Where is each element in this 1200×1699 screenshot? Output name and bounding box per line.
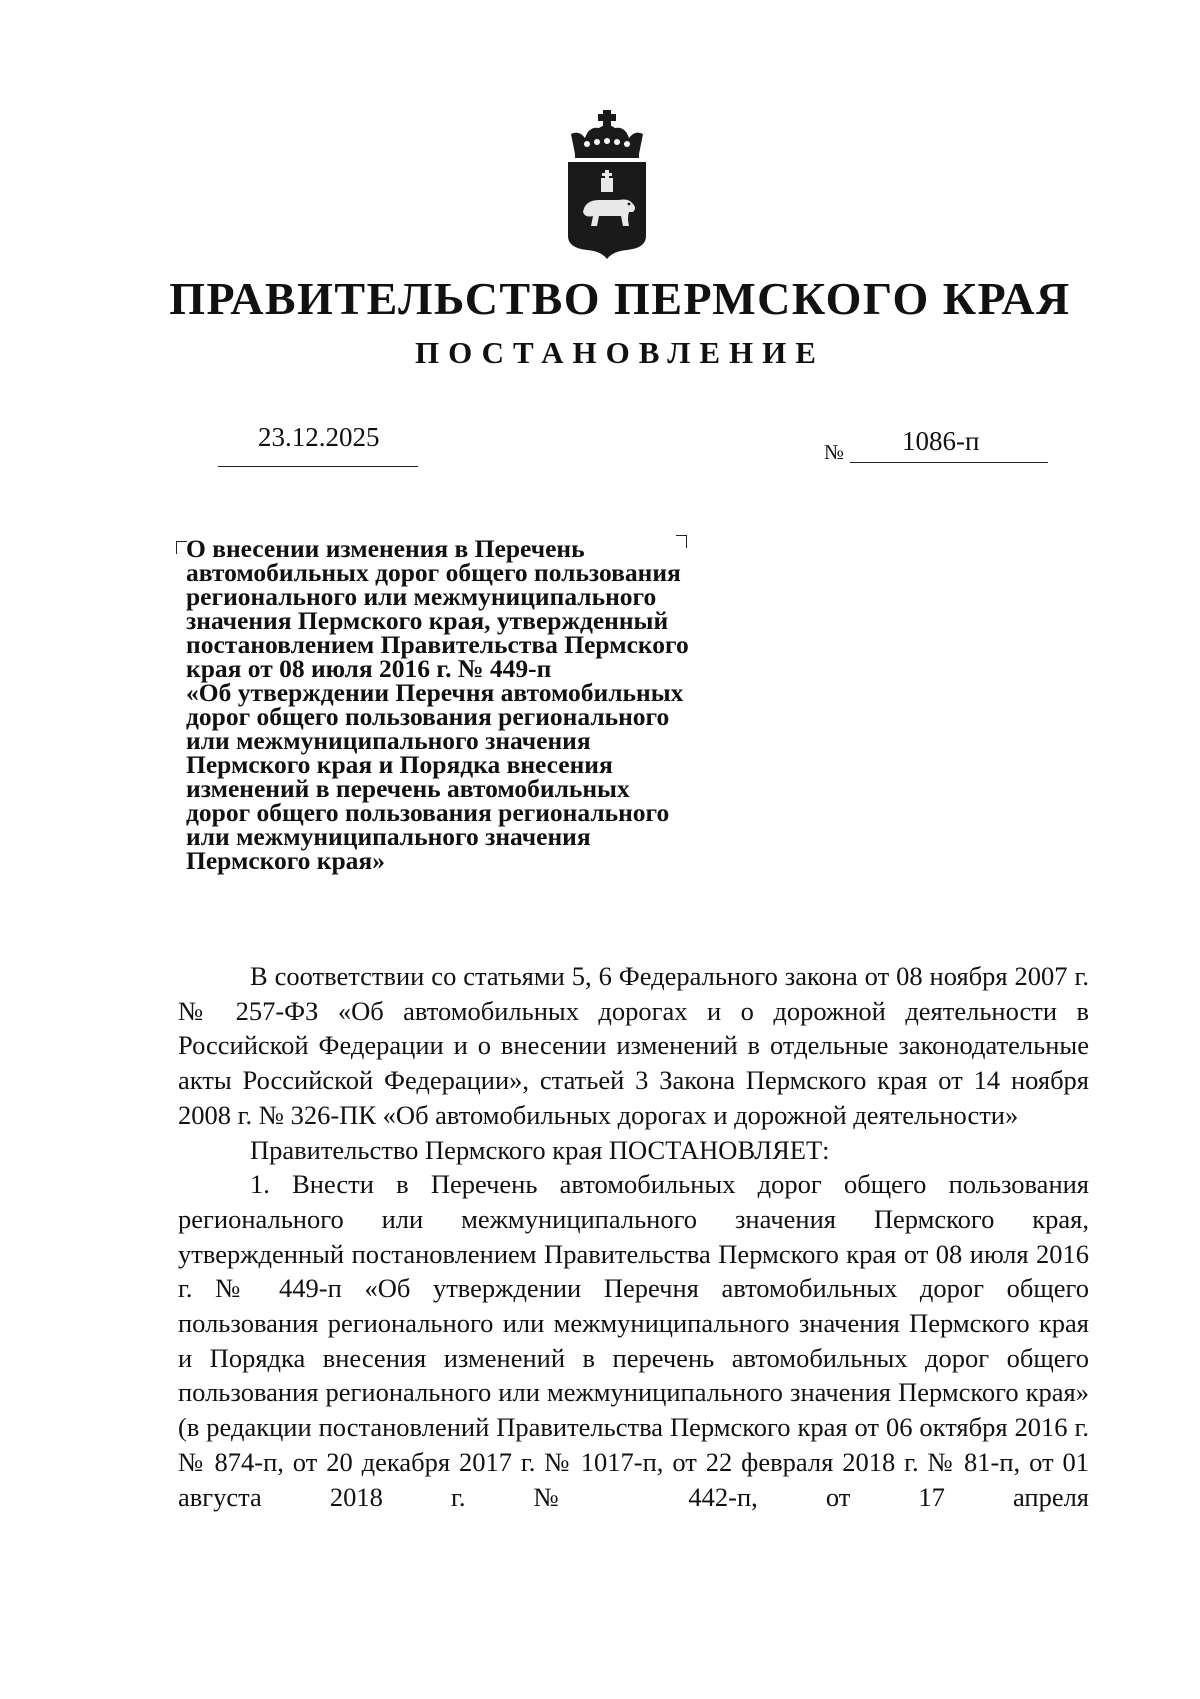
heading-line: или межмуниципального значения bbox=[186, 726, 591, 755]
heading-line: или межмуниципального значения bbox=[186, 822, 591, 851]
heading-line: значения Пермского края, утвержденный bbox=[186, 606, 669, 635]
registration-date: 23.12.2025 bbox=[258, 422, 380, 452]
number-sign: № bbox=[824, 440, 845, 464]
item-1-paragraph: 1. Внести в Перечень автомобильных дорог общего пользования регионального или межмуниципального значения Пермского края, утвержденный постановлением Правительства Пермского края от 08 июля 2016 г. № 449-п «Об утверждении Перечня автомобильных дорог общего пользования регионального или межмуниципального значения Пермского края и Порядка внесения изменений в перечень автомобильных дорог общего пользования регионального или межмуниципального значения Пермского края» (в редакции постановлений Правительства Пермского края от 06 октября 2016 г. № 874-п, от 20 декабря 2017 г. № 1017-п, от 22 февраля 2018 г. № 81-п, от 01 августа 2018 г. № 442-п, от 17 апреля bbox=[178, 1169, 1089, 1512]
heading-line: автомобильных дорог общего пользования bbox=[186, 558, 681, 587]
heading-line: Пермского края» bbox=[186, 846, 385, 875]
preamble-paragraph: В соответствии со статьями 5, 6 Федерального закона от 08 ноября 2007 г. № 257-ФЗ «Об автомобильных дорогах и о дорожной деятельности в Российской Федерации и о внесении изменений в отдельные законодательные акты Российской Федерации», статьей 3 Закона Пермского края от 14 ноября 2008 г. № 326-ПК «Об автомобильных дорогах и дорожной деятельности» bbox=[178, 961, 1089, 1130]
document-type: ПОСТАНОВЛЕНИЕ bbox=[415, 335, 825, 370]
heading-line: дорог общего пользования регионального bbox=[186, 702, 670, 731]
resolves-paragraph: Правительство Пермского края ПОСТАНОВЛЯЕТ: bbox=[250, 1134, 830, 1165]
heading-line: «Об утверждении Перечня автомобильных bbox=[186, 678, 684, 707]
heading-line: изменений в перечень автомобильных bbox=[186, 774, 630, 803]
document-heading bbox=[186, 534, 746, 875]
heading-line: Пермского края и Порядка внесения bbox=[186, 750, 613, 779]
registration-number-field bbox=[850, 422, 1048, 463]
registration-number: 1086-п bbox=[902, 426, 980, 456]
registration-date-field bbox=[218, 422, 418, 467]
heading-line: О внесении изменения в Перечень bbox=[186, 534, 585, 563]
government-name: ПРАВИТЕЛЬСТВО ПЕРМСКОГО КРАЯ bbox=[169, 273, 1071, 324]
heading-line: постановлением Правительства Пермского bbox=[186, 630, 689, 659]
heading-line: края от 08 июля 2016 г. № 449-п bbox=[186, 654, 552, 683]
document-body bbox=[178, 959, 1089, 1514]
heading-line: дорог общего пользования регионального bbox=[186, 798, 670, 827]
heading-line: регионального или межмуниципального bbox=[186, 582, 657, 611]
coat-of-arms-icon bbox=[565, 108, 649, 260]
